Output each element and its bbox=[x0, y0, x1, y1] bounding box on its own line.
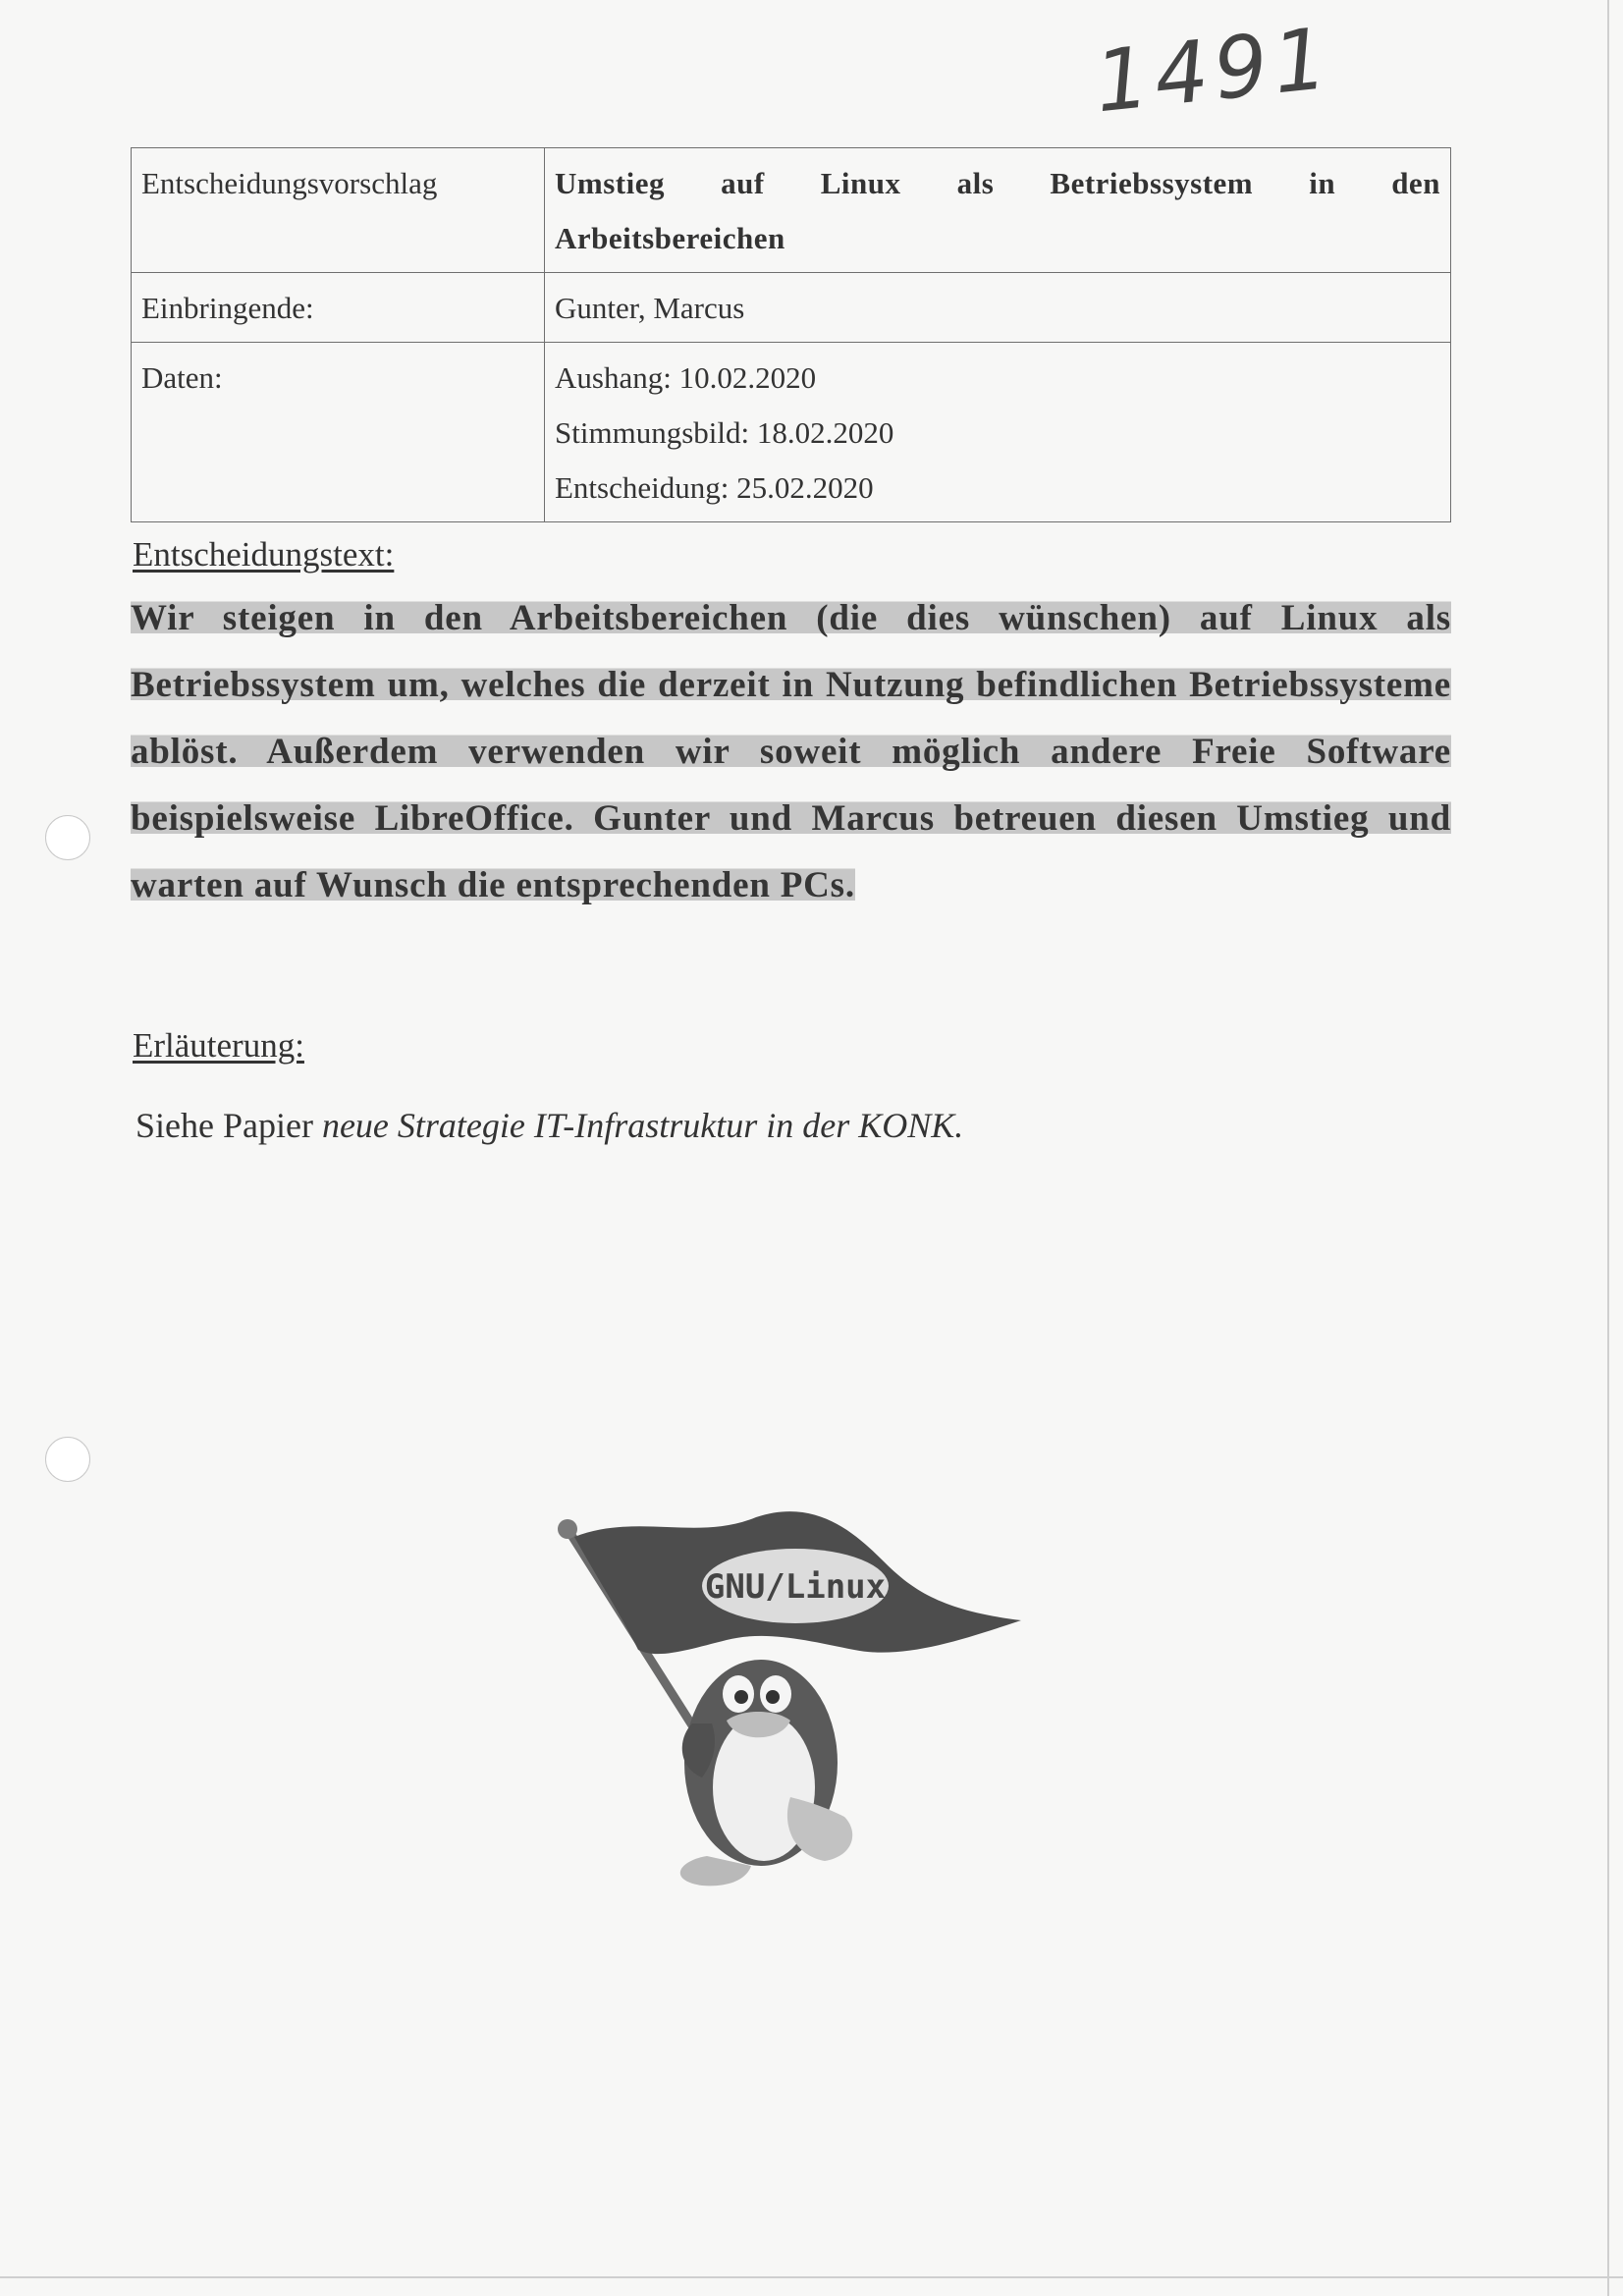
proposal-title-word: als bbox=[956, 166, 995, 200]
flag-pole-knob bbox=[558, 1519, 577, 1539]
submitters-label: Einbringende: bbox=[132, 273, 545, 343]
dates-label: Daten: bbox=[132, 343, 545, 522]
explanation-text bbox=[135, 1105, 963, 1146]
proposal-title-word: Umstieg bbox=[555, 166, 665, 200]
submitters-value: Gunter, Marcus bbox=[545, 273, 1451, 343]
dates-value bbox=[545, 343, 1451, 522]
table-row bbox=[132, 343, 1451, 522]
explanation-prefix: Siehe Papier bbox=[135, 1106, 322, 1145]
punch-hole-bottom bbox=[45, 1437, 90, 1482]
proposal-title-word: in bbox=[1309, 166, 1336, 200]
decision-text-highlighted: Wir steigen in den Arbeitsbereichen (die dies wünschen) auf Linux als Betriebssystem um, welches die derzeit in Nutzung befindlichen Betriebssysteme ablöst. Außerdem verwenden wir soweit möglich andere Freie Software beispielsweise LibreOffice. Gunter und Marcus betreuen diesen Umstieg und warten auf Wunsch die entsprechenden PCs. bbox=[131, 598, 1451, 905]
penguin-right-pupil bbox=[766, 1690, 780, 1704]
right-edge-line bbox=[1607, 0, 1609, 2296]
proposal-label: Entscheidungsvorschlag bbox=[132, 148, 545, 273]
date-poll: Stimmungsbild: 18.02.2020 bbox=[555, 415, 894, 450]
gnu-linux-penguin-logo bbox=[530, 1493, 1051, 1905]
handwritten-page-number: 1491 bbox=[1090, 9, 1338, 133]
proposal-title-word: den bbox=[1391, 166, 1440, 200]
date-decision: Entscheidung: 25.02.2020 bbox=[555, 470, 874, 505]
proposal-info-table bbox=[131, 147, 1451, 522]
decision-text bbox=[131, 585, 1451, 919]
proposal-title-word: Betriebssystem bbox=[1050, 166, 1254, 200]
proposal-title-word: auf bbox=[721, 166, 765, 200]
proposal-title-line2: Arbeitsbereichen bbox=[555, 221, 785, 255]
decision-heading: Entscheidungstext: bbox=[133, 535, 395, 574]
explanation-heading: Erläuterung: bbox=[133, 1026, 304, 1065]
proposal-title bbox=[545, 148, 1451, 273]
table-row bbox=[132, 148, 1451, 273]
explanation-paper-title: neue Strategie IT-Infrastruktur in der KONK. bbox=[321, 1106, 964, 1145]
punch-hole-top bbox=[45, 815, 90, 860]
table-row bbox=[132, 273, 1451, 343]
date-posting: Aushang: 10.02.2020 bbox=[555, 360, 817, 395]
bottom-edge-line bbox=[0, 2276, 1623, 2278]
proposal-title-word: Linux bbox=[820, 166, 901, 200]
penguin-left-pupil bbox=[734, 1690, 748, 1704]
flag-text: GNU/Linux bbox=[704, 1567, 887, 1607]
proposal-title-line1 bbox=[555, 156, 1440, 211]
